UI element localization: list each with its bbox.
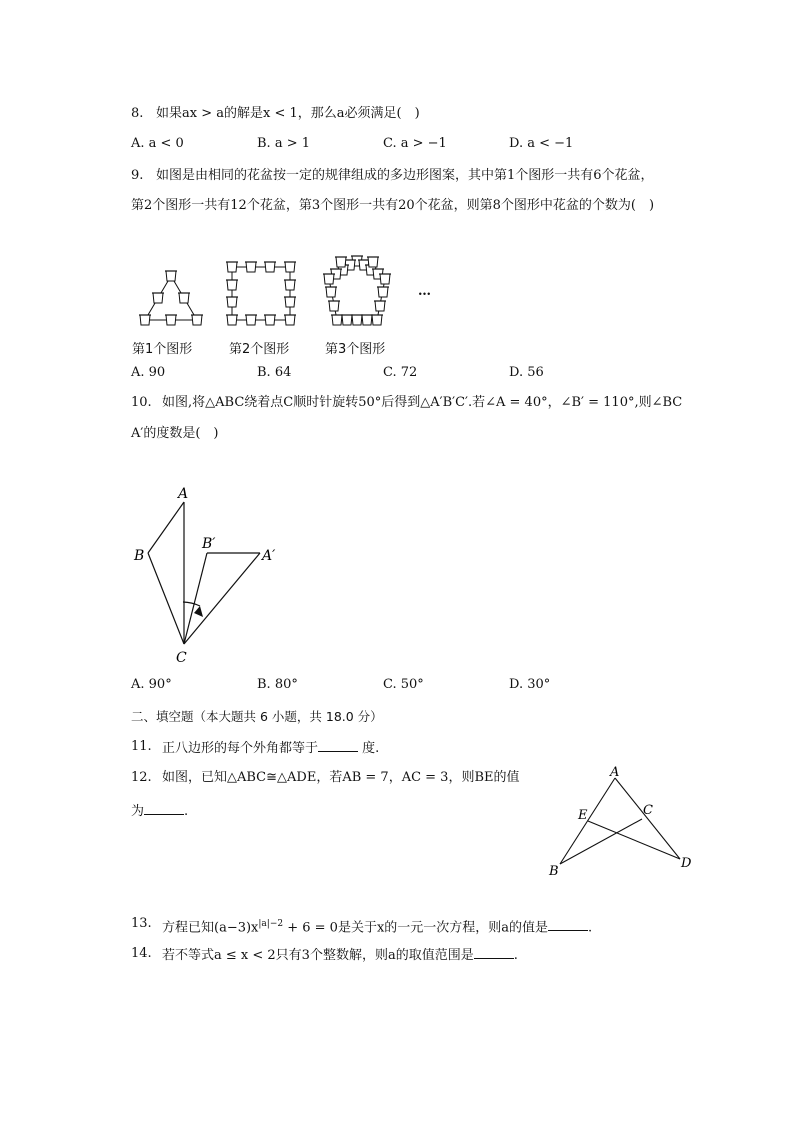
q10-stem-line2: A′的度数是( ) <box>131 426 219 441</box>
label-a: A <box>178 486 189 502</box>
q9-option-a: A. 90 <box>131 365 166 380</box>
q13-text-after: . <box>588 920 593 936</box>
q11-stem <box>162 737 379 759</box>
q9-figure-label-3: 第3个图形 <box>325 342 386 357</box>
q12-number: 12. <box>131 770 152 785</box>
q10-option-d: D. 30° <box>509 677 551 692</box>
q11-text-before: 正八边形的每个外角都等于 <box>162 741 319 756</box>
label-a: A <box>610 765 620 780</box>
q14-text-after: . <box>513 948 518 963</box>
label-b-prime: B′ <box>202 536 216 552</box>
q14-text-before: 若不等式a ≤ x < 2只有3个整数解，则a的取值范围是 <box>162 948 474 963</box>
q10-stem-line1: 如图,将△ABC绕着点C顺时针旋转50°后得到△A′B′C′.若∠A = 40°，∠B′ = 110°,则∠BC <box>162 395 683 410</box>
segment-ab <box>560 778 615 864</box>
q9-option-d: D. 56 <box>509 365 544 380</box>
figure-2-square <box>226 262 296 325</box>
q9-figure-label-1: 第1个图形 <box>132 342 193 357</box>
q13-stem <box>162 914 592 938</box>
figure-1-triangle <box>139 271 203 325</box>
segment-bc <box>560 819 642 864</box>
q10-option-c: C. 50° <box>383 677 424 692</box>
q14-stem <box>162 944 518 966</box>
q13-text-before: 方程已知(a−3)x <box>162 920 259 936</box>
q13-exponent: |a|−2 <box>258 919 284 929</box>
rotation-arrowhead <box>194 606 203 617</box>
q8-stem: 如果ax > a的解是x < 1，那么a必须满足( ) <box>156 106 420 121</box>
segment-ed <box>588 821 680 859</box>
rotation-arc <box>183 602 200 606</box>
q9-option-c: C. 72 <box>383 365 418 380</box>
label-c: C <box>643 803 653 818</box>
q11-answer-blank[interactable] <box>318 737 358 752</box>
segment-ab <box>148 502 184 553</box>
q13-text-mid: + 6 = 0是关于x的一元一次方程，则a的值是 <box>283 920 549 936</box>
q9-number: 9. <box>131 168 144 183</box>
q12-stem-line2 <box>131 800 188 822</box>
label-d: D <box>681 856 692 871</box>
q11-text-after: 度. <box>358 741 380 756</box>
q10-rotation-figure <box>128 480 298 670</box>
q11-number: 11. <box>131 739 152 754</box>
q12-congruent-triangles-figure <box>545 764 700 879</box>
q12-text-before: 为 <box>131 804 145 819</box>
q9-figure-label-2: 第2个图形 <box>229 342 290 357</box>
q14-number: 14. <box>131 946 152 961</box>
q14-answer-blank[interactable] <box>474 944 514 959</box>
label-c: C <box>176 650 187 666</box>
q9-option-b: B. 64 <box>257 365 292 380</box>
q8-option-a: A. a < 0 <box>131 136 184 151</box>
q13-number: 13. <box>131 916 152 931</box>
q10-number: 10. <box>131 395 152 410</box>
label-b: B <box>549 864 559 879</box>
q9-stem-line1: 如图是由相同的花盆按一定的规律组成的多边形图案，其中第1个图形一共有6个花盆， <box>156 168 654 183</box>
q8-option-b: B. a > 1 <box>257 136 310 151</box>
q8-option-d: D. a < −1 <box>509 136 574 151</box>
q12-answer-blank[interactable] <box>144 800 184 815</box>
q13-answer-blank[interactable] <box>548 916 588 931</box>
q9-flowerpot-figures <box>125 250 445 335</box>
q8-number: 8. <box>131 106 144 121</box>
label-e: E <box>578 808 588 823</box>
segment-bc <box>148 553 184 644</box>
label-b: B <box>134 548 145 564</box>
segment-ad <box>615 778 680 859</box>
q10-option-b: B. 80° <box>257 677 298 692</box>
figure-3-pentagon <box>323 256 391 325</box>
q12-stem-line1: 如图，已知△ABC≅△ADE，若AB = 7，AC = 3，则BE的值 <box>162 770 520 785</box>
q12-text-after: . <box>184 804 189 819</box>
section-2-heading: 二、填空题（本大题共 6 小题，共 18.0 分） <box>131 709 383 724</box>
q9-stem-line2: 第2个图形一共有12个花盆，第3个图形一共有20个花盆，则第8个图形中花盆的个数为( ) <box>131 198 655 213</box>
label-a-prime: A′ <box>262 548 276 564</box>
q9-ellipsis: … <box>418 284 431 299</box>
q8-option-c: C. a > −1 <box>383 136 447 151</box>
q10-option-a: A. 90° <box>131 677 172 692</box>
